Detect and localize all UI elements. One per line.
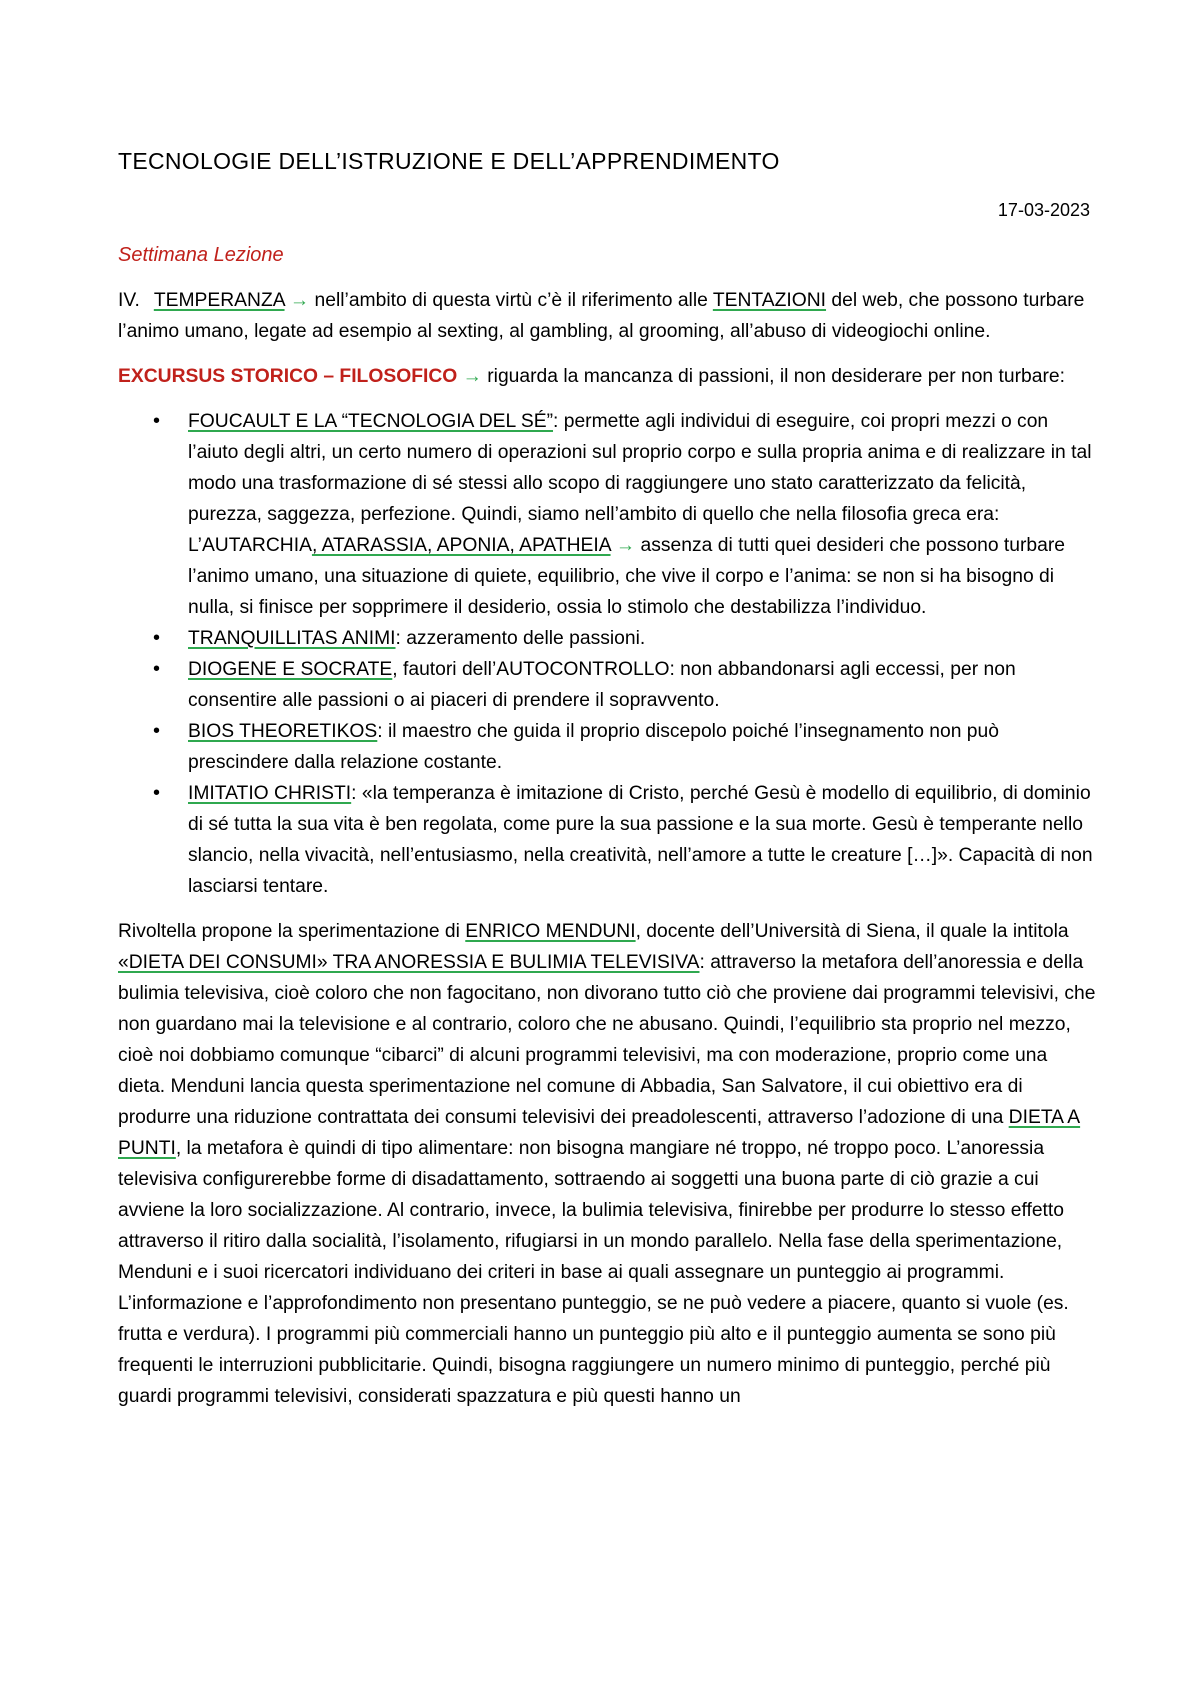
temperanza-term: TEMPERANZA [153,290,285,311]
imitatio-term: IMITATIO CHRISTI [188,783,352,804]
menduni-term: ENRICO MENDUNI [465,921,636,942]
document-title: TECNOLOGIE DELL’ISTRUZIONE E DELL’APPRENDIMENTO [118,148,780,174]
rivoltella-text-2: , docente dell’Università di Siena, il quale la intitola [635,921,1069,942]
list-item-bios [188,716,1098,778]
bios-text: : il maestro che guida il proprio discepolo poiché l’insegnamento non può prescindere dalla relazione costante. [188,721,999,773]
section-label: Settimana Lezione [118,244,284,266]
foucault-text: : permette agli individui di eseguire, coi propri mezzi o con l’aiuto degli altri, un certo numero di operazioni sul proprio corpo e sulla propria anima e di realizzare in tal modo una trasformazione di sé stessi allo scopo di raggiungere uno stato caratterizzato da felicità, purezza, saggezza, perfezione. Quindi, siamo nell’ambito di quello che nella filosofia greca era: L’AUTARCHIA [188,411,1092,556]
tentazioni-term: TENTAZIONI [712,290,827,311]
list-item-foucault [188,406,1098,623]
bios-term: BIOS THEORETIKOS [188,721,378,742]
dieta-consumi-term: «DIETA DEI CONSUMI» TRA ANORESSIA E BULIMIA TELEVISIVA [118,952,700,973]
temperanza-text-2: del web, che possono turbare l’animo umano, legate ad esempio al sexting, al gambling, al grooming, all’abuso di videogiochi online. [118,290,1085,342]
roman-numeral: IV. [118,290,140,311]
tranquillitas-text: : azzeramento delle passioni. [395,628,646,649]
foucault-text-2: assenza di tutti quei desideri che possono turbare l’animo umano, una situazione di quiete, equilibrio, che vive il corpo e l’anima: se non si ha bisogno di nulla, si finisce per sopprimere il desiderio, ossia lo stimolo che destabilizza l’individuo. [188,535,1065,618]
excursus-label: EXCURSUS STORICO – FILOSOFICO [118,366,458,387]
list-item-diogene [188,654,1098,716]
imitatio-text: : «la temperanza è imitazione di Cristo, perché Gesù è modello di equilibrio, di dominio di sé tutta la sua vita è ben regolata, come pure la sua passione e la sua morte. Gesù è temperante nello slancio, nella vivacità, nell’entusiasmo, nella creatività, nell’amore a tutte le creature […]». Capacità di non lasciarsi tentare. [188,783,1093,897]
rivoltella-paragraph [118,916,1098,1412]
arrow-icon: → [615,535,636,556]
arrow-icon: → [462,366,482,387]
list-item-imitatio [188,778,1098,902]
rivoltella-text-3: : attraverso la metafora dell’anoressia e della bulimia televisiva, cioè coloro che non fagocitano, non divorano tutto ciò che proviene dai programmi televisivi, che non guardano mai la televisione e al contrario, coloro che ne abusano. Quindi, l’equilibrio sta proprio nel mezzo, cioè noi dobbiamo comunque “cibarci” di alcuni programmi televisivi, ma con moderazione, proprio come una dieta. Menduni lancia questa sperimentazione nel comune di Abbadia, San Salvatore, il cui obiettivo era di produrre una riduzione contrattata dei consumi televisivi dei preadolescenti, attraverso l’adozione di una [118,952,1096,1128]
diogene-term: DIOGENE E SOCRATE [188,659,393,680]
list-item-tranquillitas [188,623,1098,654]
foucault-term: FOUCAULT E LA “TECNOLOGIA DEL SÉ” [188,411,554,432]
bullet-list [118,406,1098,902]
rivoltella-text: Rivoltella propone la sperimentazione di [118,921,466,942]
dieta-punti-term: DIETA A PUNTI [118,1107,1081,1159]
excursus-paragraph [118,361,1098,392]
temperanza-paragraph [118,285,1098,347]
rivoltella-text-4: , la metafora è quindi di tipo alimentare: non bisogna mangiare né troppo, né troppo poco. L’anoressia televisiva configurerebbe forme di disadattamento, sottraendo ai soggetti una buona parte di ciò grazie a cui avviene la loro socializzazione. Al contrario, invece, la bulimia televisiva, finirebbe per produrre lo stesso effetto attraverso il ritiro dalla socialità, l’isolamento, rifugiarsi in un mondo parallelo. Nella fase della sperimentazione, Menduni e i suoi ricercatori individuano dei criteri in base ai quali assegnare un punteggio ai programmi. L’informazione e l’approfondimento non presentano punteggio, se ne può vedere a piacere, quanto si vuole (es. frutta e verdura). I programmi più commerciali hanno un punteggio più alto e il punteggio aumenta se sono più frequenti le interruzioni pubblicitarie. Quindi, bisogna raggiungere un numero minimo di punteggio, perché più guardi programmi televisivi, considerati spazzatura e più questi hanno un [118,1138,1069,1407]
excursus-text: riguarda la mancanza di passioni, il non desiderare per non turbare: [481,366,1065,387]
temperanza-text: nell’ambito di questa virtù c’è il riferimento alle [309,290,713,311]
tranquillitas-term: TRANQUILLITAS ANIMI [188,628,396,649]
atarassia-term: , ATARASSIA, APONIA, APATHEIA [311,535,611,556]
arrow-icon: → [289,290,310,311]
document-date: 17-03-2023 [997,200,1090,220]
diogene-text: , fautori dell’AUTOCONTROLLO: non abbandonarsi agli eccessi, per non consentire alle passioni o ai piaceri di prendere il sopravvento. [188,659,1016,711]
document-body [118,285,1098,1426]
